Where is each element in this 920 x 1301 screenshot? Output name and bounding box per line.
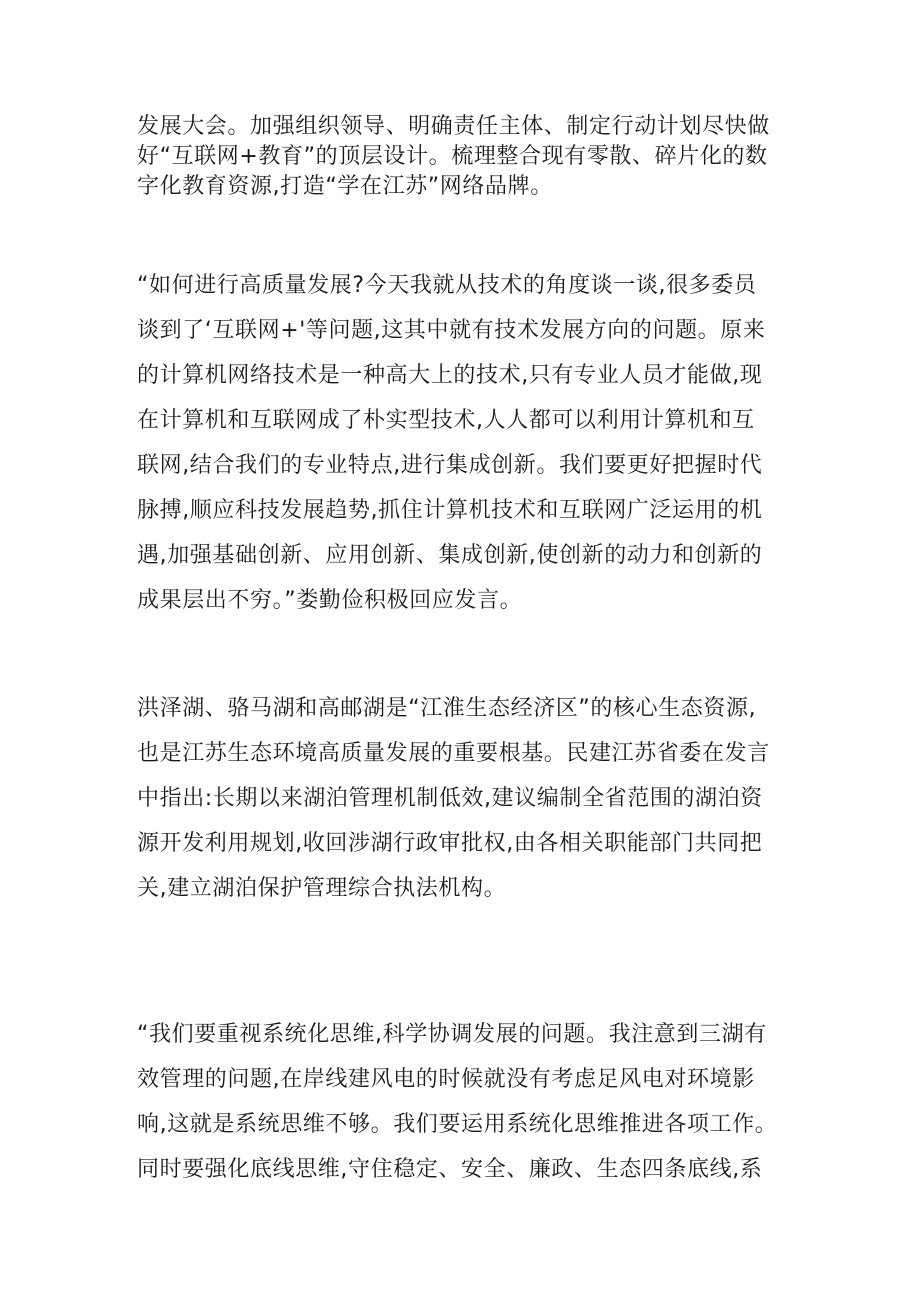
text-line: 成果层出不穷。”娄勤俭积极回应发言。 [137, 588, 523, 613]
text-line: 效管理的问题,在岸线建风电的时候就没有考虑足风电对环境影 [137, 1067, 755, 1092]
text-line: 遇,加强基础创新、应用创新、集成创新,使创新的动力和创新的 [137, 543, 763, 568]
text-line: 字化教育资源,打造“学在江苏”网络品牌。 [137, 174, 553, 199]
text-line: “如何进行高质量发展?今天我就从技术的角度谈一谈,很多委员 [137, 273, 757, 298]
text-line: 关,建立湖泊保护管理综合执法机构。 [137, 876, 507, 901]
text-line: 脉搏,顺应科技发展趋势,抓住计算机技术和互联网广泛运用的机 [137, 498, 763, 523]
text-line: 好“互联网+教育”的顶层设计。梳理整合现有零散、碎片化的数 [137, 144, 768, 169]
text-line: 联网,结合我们的专业特点,进行集成创新。我们要更好把握时代 [137, 453, 763, 478]
paragraph-education-brand [137, 112, 809, 202]
text-line: 发展大会。加强组织领导、明确责任主体、制定行动计划尽快做 [137, 114, 770, 139]
text-line: 也是江苏生态环境高质量发展的重要根基。民建江苏省委在发言 [137, 741, 770, 766]
text-line: “我们要重视系统化思维,科学协调发展的问题。我注意到三湖有 [137, 1022, 767, 1047]
text-line: 中指出:长期以来湖泊管理机制低效,建议编制全省范围的湖泊资 [137, 786, 763, 811]
text-line: 响,这就是系统思维不够。我们要运用系统化思维推进各项工作。 [137, 1112, 778, 1137]
text-line: 洪泽湖、骆马湖和高邮湖是“江淮生态经济区”的核心生态资源, [137, 696, 757, 721]
text-line: 的计算机网络技术是一种高大上的技术,只有专业人员才能做,现 [137, 363, 763, 388]
text-line: 在计算机和互联网成了朴实型技术,人人都可以利用计算机和互 [137, 408, 755, 433]
paragraph-lakes-ecology [137, 686, 809, 911]
text-line: 源开发利用规划,收回涉湖行政审批权,由各相关职能部门共同把 [137, 831, 763, 856]
text-line: 谈到了‘互联网+'等问题,这其中就有技术发展方向的问题。原来 [137, 318, 766, 343]
text-line: 同时要强化底线思维,守住稳定、安全、廉政、生态四条底线,系 [137, 1157, 763, 1182]
paragraph-quote-technology [137, 263, 809, 623]
paragraph-quote-systems-thinking [137, 1012, 809, 1192]
